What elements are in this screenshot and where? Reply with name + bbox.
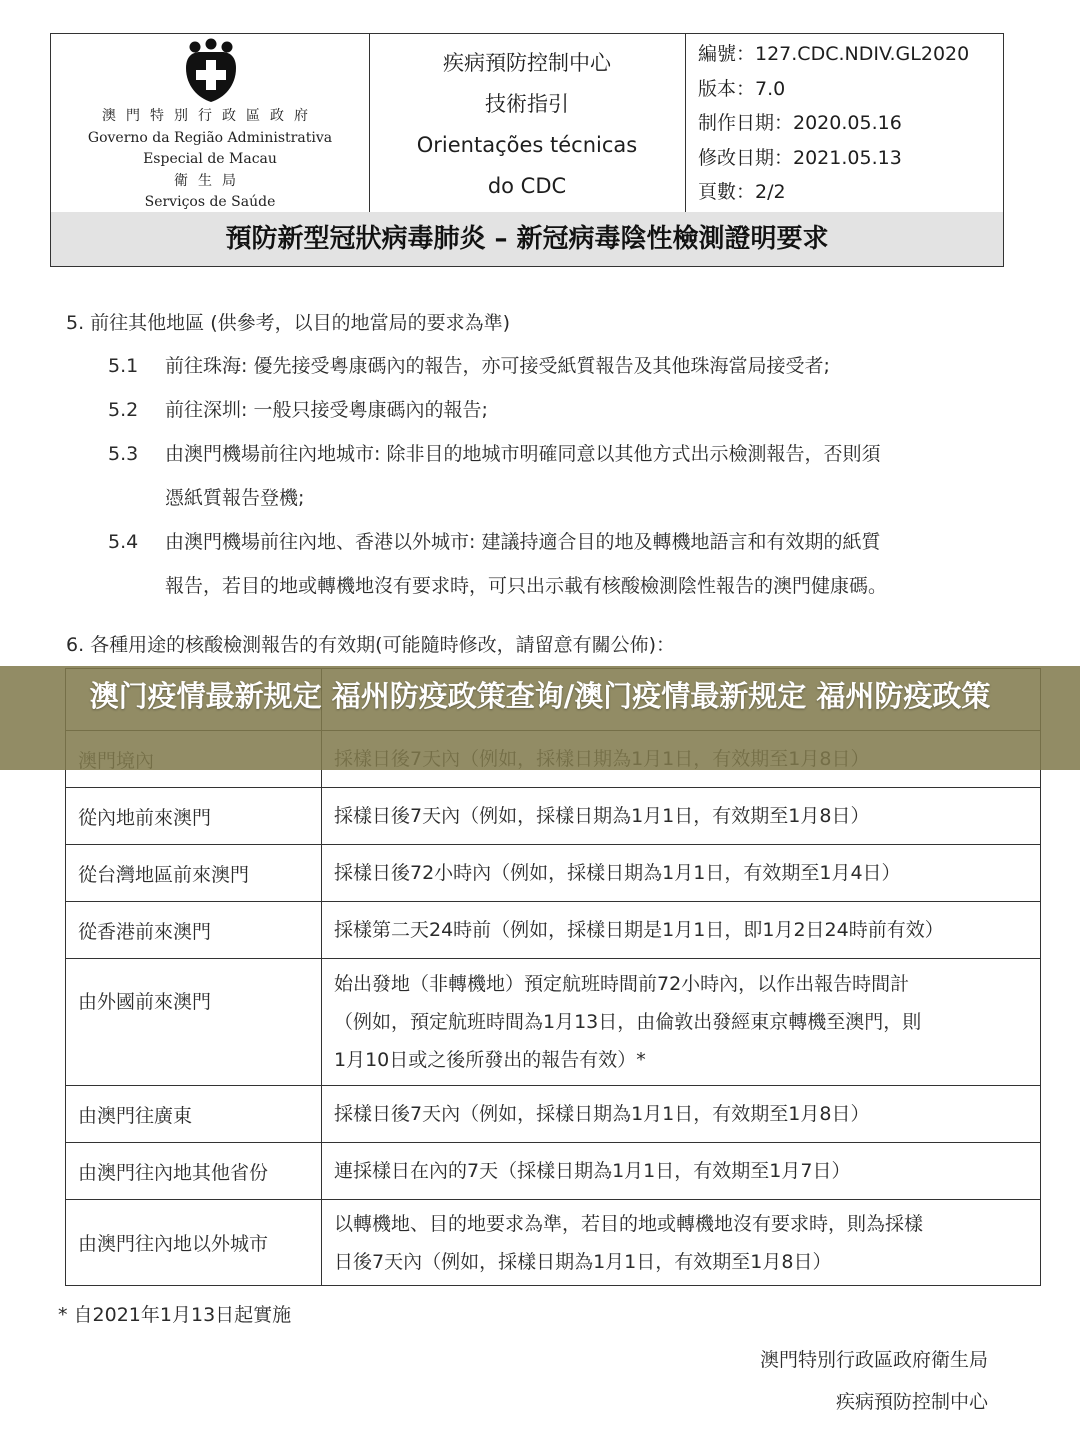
validity-cell xyxy=(322,1200,1041,1286)
banner-title: 澳门疫情最新规定 福州防疫政策查询/澳门疫情最新规定 福州防疫政策 xyxy=(89,679,991,713)
use-cell: 由澳門往廣東 xyxy=(66,1086,322,1143)
validity-line: 採樣第二天24時前（例如，採樣日期是1月1日，即1月2日24時前有效） xyxy=(334,919,944,941)
item-number: 5.3 xyxy=(108,443,139,465)
validity-line: 以轉機地、目的地要求為準，若目的地或轉機地沒有要求時，則為採樣 xyxy=(334,1212,924,1235)
use-cell: 由澳門往內地以外城市 xyxy=(66,1200,322,1286)
use-cell: 由外國前來澳門 xyxy=(66,959,322,1086)
section-5-heading: 5. 前往其他地區 (供參考，以目的地當局的要求為準) xyxy=(66,312,511,334)
doc-modified-date: 修改日期：2021.05.13 xyxy=(698,146,902,169)
validity-cell xyxy=(322,1086,1041,1143)
item-text: 前往珠海: 優先接受粵康碼內的報告，亦可接受紙質報告及其他珠海當局接受者; xyxy=(165,355,830,377)
use-cell: 由澳門往內地其他省份 xyxy=(66,1143,322,1200)
health-bureau-logo xyxy=(182,38,240,104)
center-name: 疾病預防控制中心 xyxy=(443,51,611,75)
table-row xyxy=(66,959,1041,1086)
item-text: 報告，若目的地或轉機地沒有要求時，可只出示載有核酸檢測陰性報告的澳門健康碼。 xyxy=(165,575,888,597)
validity-line: 始出發地（非轉機地）預定航班時間前72小時內，以作出報告時間計 xyxy=(334,973,910,995)
validity-line: 採樣日後7天內（例如，採樣日期為1月1日，有效期至1月8日） xyxy=(334,1103,870,1125)
section-6-heading: 6. 各種用途的核酸檢測報告的有效期(可能隨時修改，請留意有關公佈)： xyxy=(66,634,675,656)
validity-line: 採樣日後7天內（例如，採樣日期為1月1日，有效期至1月8日） xyxy=(334,805,870,827)
item-text: 由澳門機場前往內地、香港以外城市: 建議持適合目的地及轉機地語言和有效期的紙質 xyxy=(165,531,881,553)
guideline-pt-2: do CDC xyxy=(487,174,567,198)
item-number: 5.4 xyxy=(108,531,139,553)
header-top-row xyxy=(51,34,1003,213)
table-row xyxy=(66,1143,1041,1200)
table-row xyxy=(66,902,1041,959)
validity-line: 連採樣日在內的7天（採樣日期為1月1日，有效期至1月7日） xyxy=(334,1160,851,1182)
validity-cell xyxy=(322,902,1041,959)
list-item xyxy=(108,520,1020,608)
validity-line: 採樣日後72小時內（例如，採樣日期為1月1日，有效期至1月4日） xyxy=(334,862,901,884)
validity-cell xyxy=(322,959,1041,1086)
guideline-pt-1: Orientações técnicas xyxy=(416,133,638,157)
doc-pages: 頁數：2/2 xyxy=(698,181,786,203)
header-gov-cell xyxy=(51,34,370,212)
list-item xyxy=(108,344,1020,388)
doc-version: 版本：7.0 xyxy=(698,77,786,100)
validity-cell xyxy=(322,845,1041,902)
validity-line: 1月10日或之後所發出的報告有效）* xyxy=(334,1049,646,1071)
table-row xyxy=(66,845,1041,902)
gov-name-lines xyxy=(51,106,369,214)
use-cell: 從香港前來澳門 xyxy=(66,902,322,959)
table-row xyxy=(66,788,1041,845)
use-cell: 從內地前來澳門 xyxy=(66,788,322,845)
gov-line-pt-1: Governo da Região Administrativa xyxy=(87,129,333,146)
item-number: 5.1 xyxy=(108,355,139,377)
doc-created-date: 制作日期：2020.05.16 xyxy=(698,112,902,134)
header-meta-cell xyxy=(685,34,1003,212)
document-title: 預防新型冠狀病毒肺炎 – 新冠病毒陰性檢測證明要求 xyxy=(51,212,1003,266)
bureau-line-zh: 衛生局 xyxy=(174,172,246,189)
guideline-zh: 技術指引 xyxy=(485,92,569,116)
item-number: 5.2 xyxy=(108,399,139,421)
use-cell: 從台灣地區前來澳門 xyxy=(66,845,322,902)
signature-bureau: 澳門特別行政區政府衛生局 xyxy=(759,1349,988,1371)
validity-line: （例如，預定航班時間為1月13日，由倫敦出發經東京轉機至澳門，則 xyxy=(334,1011,922,1033)
item-text: 前往深圳: 一般只接受粵康碼內的報告; xyxy=(165,399,488,421)
item-text: 憑紙質報告登機; xyxy=(165,487,305,509)
list-item xyxy=(108,388,1020,432)
table-row xyxy=(66,1086,1041,1143)
item-text: 由澳門機場前往內地城市: 除非目的地城市明確同意以其他方式出示檢測報告，否則須 xyxy=(165,443,881,465)
validity-cell xyxy=(322,788,1041,845)
validity-cell xyxy=(322,1143,1041,1200)
document-header xyxy=(50,33,1004,267)
validity-line: 日後7天內（例如，採樣日期為1月1日，有效期至1月8日） xyxy=(334,1250,832,1273)
doc-code: 編號：127.CDC.NDIV.GL2020 xyxy=(698,43,970,65)
gov-line-zh: 澳門特別行政區政府 xyxy=(102,108,318,124)
gov-line-pt-2: Especial de Macau xyxy=(143,151,277,167)
footnote: * 自2021年1月13日起實施 xyxy=(58,1304,292,1326)
signature-center: 疾病預防控制中心 xyxy=(835,1391,988,1413)
header-center-cell xyxy=(369,34,686,212)
table-row xyxy=(66,1200,1041,1286)
list-item xyxy=(108,432,1020,520)
bureau-line-pt: Serviços de Saúde xyxy=(144,194,276,210)
